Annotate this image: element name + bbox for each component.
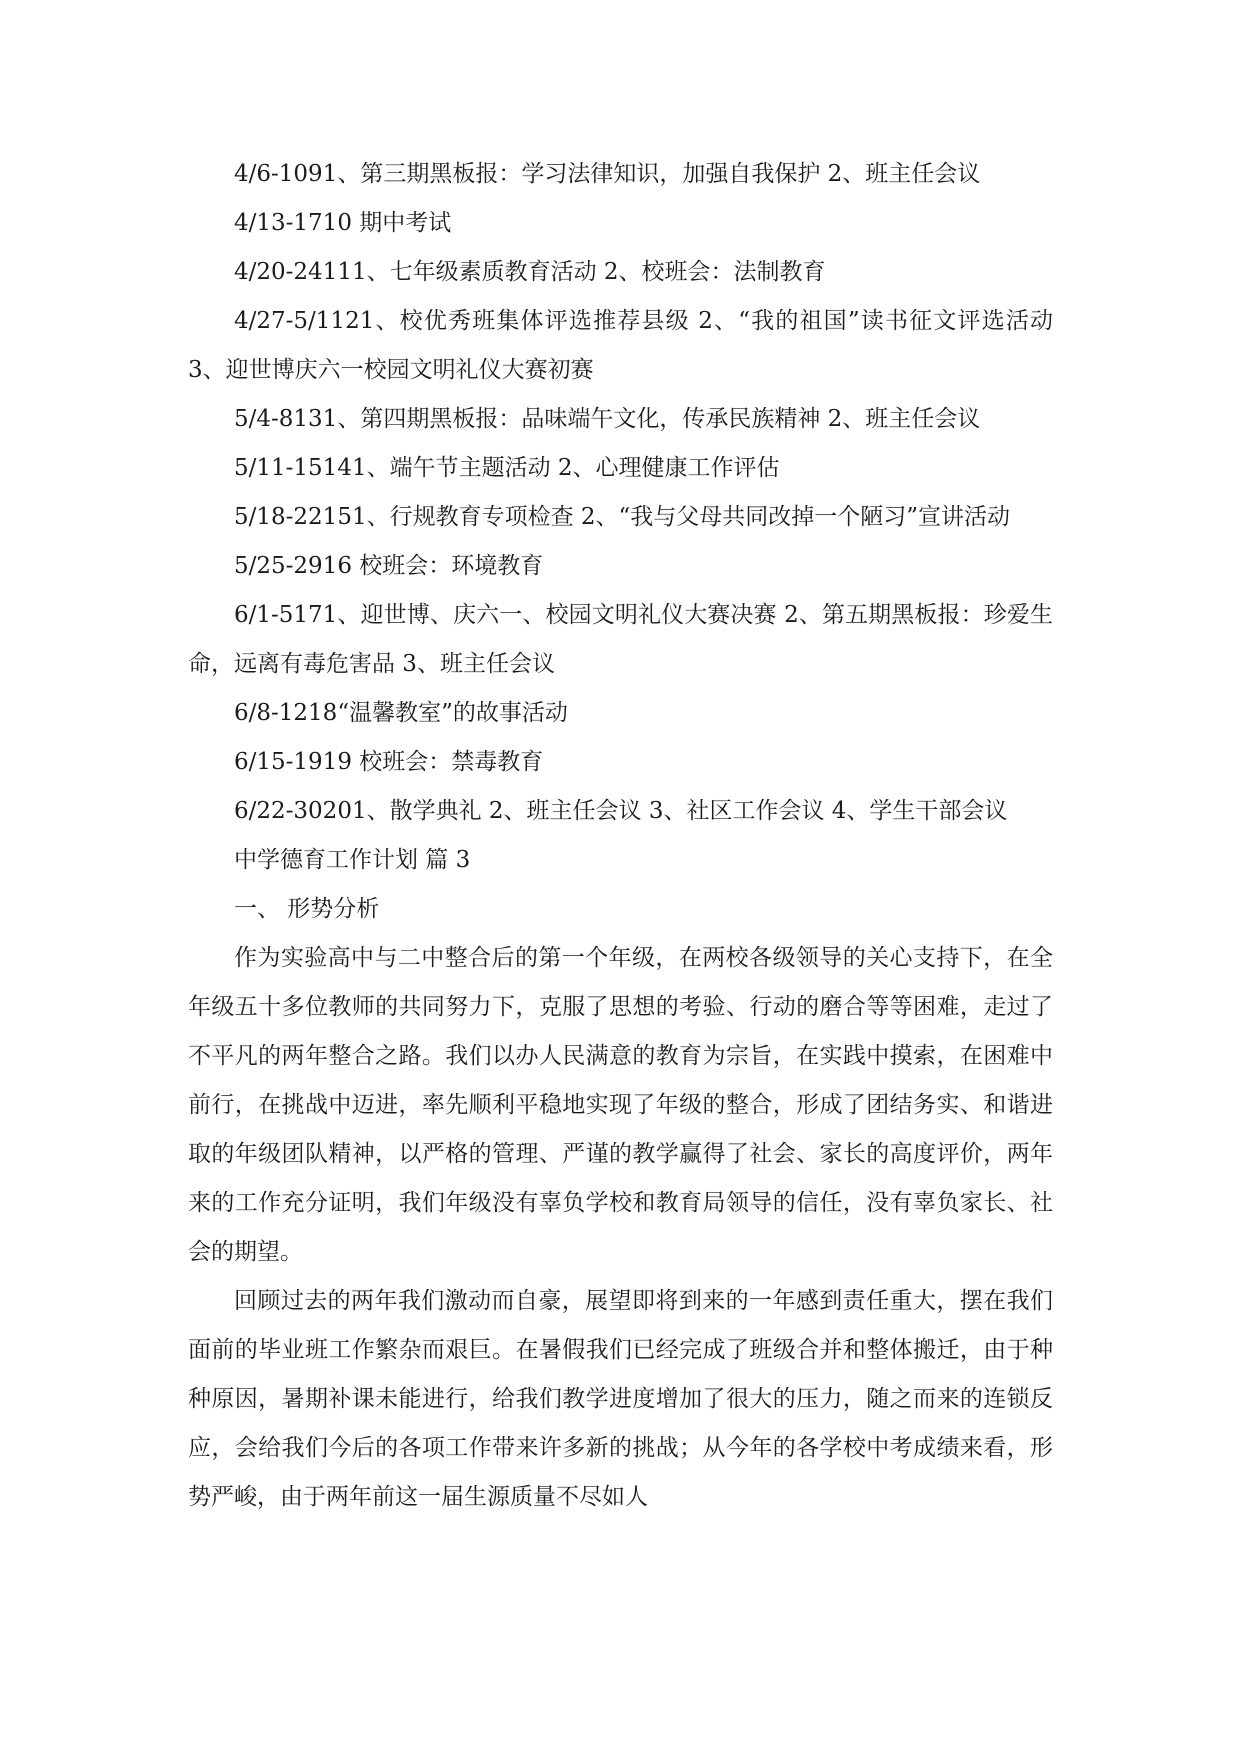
document-page (188, 150, 1053, 1522)
paragraph: 6/15-1919 校班会：禁毒教育 (234, 749, 544, 775)
paragraph: 5/4-8131、第四期黑板报：品味端午文化，传承民族精神 2、班主任会议 (234, 406, 981, 432)
paragraph: 6/22-30201、散学典礼 2、班主任会议 3、社区工作会议 4、学生干部会议 (234, 798, 1008, 824)
paragraph: 作为实验高中与二中整合后的第一个年级，在两校各级领导的关心支持下，在全年级五十多位教师的共同努力下，克服了思想的考验、行动的磨合等等困难，走过了不平凡的两年整合之路。我们以办人民满意的教育为宗旨，在实践中摸索，在困难中前行，在挑战中迈进，率先顺利平稳地实现了年级的整合，形成了团结务实、和谐进取的年级团队精神，以严格的管理、严谨的教学赢得了社会、家长的高度评价，两年来的工作充分证明，我们年级没有辜负学校和教育局领导的信任，没有辜负家长、社会的期望。 (188, 945, 1053, 1265)
paragraph: 4/13-1710 期中考试 (234, 210, 452, 236)
section-heading: 中学德育工作计划 篇 3 (234, 847, 471, 873)
subsection-heading: 一、 形势分析 (234, 896, 380, 922)
paragraph: 4/20-24111、七年级素质教育活动 2、校班会：法制教育 (234, 259, 826, 285)
paragraph: 5/25-2916 校班会：环境教育 (234, 553, 544, 579)
paragraph: 5/11-15141、端午节主题活动 2、心理健康工作评估 (234, 455, 780, 481)
paragraph: 5/18-22151、行规教育专项检查 2、“我与父母共同改掉一个陋习”宣讲活动 (234, 504, 1011, 530)
paragraph: 6/1-5171、迎世博、庆六一、校园文明礼仪大赛决赛 2、第五期黑板报：珍爱生命，远离有毒危害品 3、班主任会议 (188, 602, 1053, 677)
paragraph: 4/27-5/1121、校优秀班集体评选推荐县级 2、“我的祖国”读书征文评选活动 3、迎世博庆六一校园文明礼仪大赛初赛 (188, 308, 1054, 383)
paragraph: 6/8-1218“温馨教室”的故事活动 (234, 700, 568, 726)
paragraph: 回顾过去的两年我们激动而自豪，展望即将到来的一年感到责任重大，摆在我们面前的毕业班工作繁杂而艰巨。在暑假我们已经完成了班级合并和整体搬迁，由于种种原因，暑期补课未能进行，给我们教学进度增加了很大的压力，随之而来的连锁反应，会给我们今后的各项工作带来许多新的挑战；从今年的各学校中考成绩来看，形势严峻，由于两年前这一届生源质量不尽如人 (188, 1288, 1053, 1510)
paragraph: 4/6-1091、第三期黑板报：学习法律知识，加强自我保护 2、班主任会议 (234, 161, 981, 187)
